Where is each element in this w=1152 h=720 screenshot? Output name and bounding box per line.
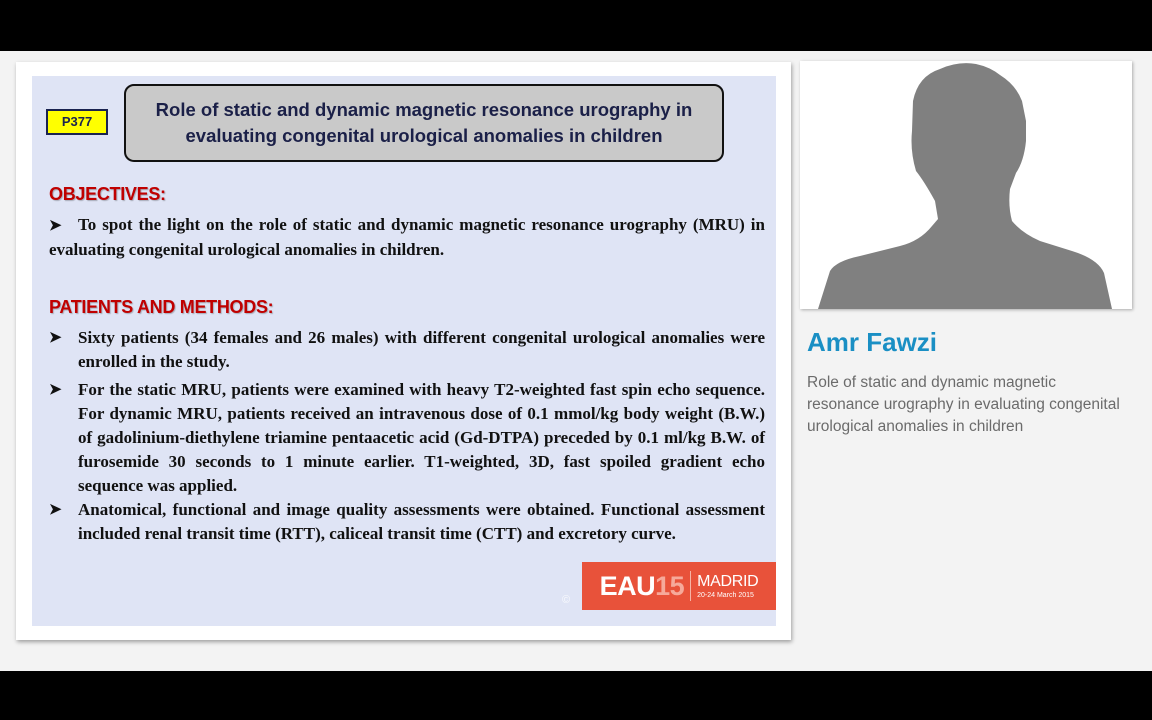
logo-brand: EAU15 xyxy=(599,570,685,601)
objective-bullet: ➤ To spot the light on the role of static and dynamic magnetic resonance urography (MRU) in evaluating congenital urological anomalies in children. xyxy=(49,215,765,259)
eau15-logo xyxy=(582,562,776,610)
poster-id-badge: P377 xyxy=(46,109,108,135)
speaker-photo xyxy=(800,61,1132,309)
patients-methods-heading: PATIENTS AND METHODS: xyxy=(49,297,274,317)
logo-dates: 20-24 March 2015 xyxy=(697,591,754,599)
speaker-name: Amr Fawzi xyxy=(807,327,938,357)
video-stage xyxy=(0,51,1152,671)
copyright-mark: © xyxy=(562,594,571,606)
logo-divider xyxy=(690,571,691,601)
methods-bullet-3: ➤ Anatomical, functional and image quality assessments were obtained. Functional assessment included renal transit time (RTT), caliceal transit time (CTT) and excretory curve. xyxy=(49,500,765,543)
person-silhouette-icon xyxy=(800,61,1132,309)
methods-bullet-2: ➤ For the static MRU, patients were examined with heavy T2-weighted fast spin echo sequence. For dynamic MRU, patients received an intravenous dose of 0.1 mmol/kg body weight (B.W.) of gadolinium-diethylene triamine pentaacetic acid (Gd-DTPA) preceded by 0.1 ml/kg B.W. of furosemide 30 seconds to 1 minute earlier. T1-weighted, 3D, fast spoiled gradient echo sequence was applied. xyxy=(49,380,765,495)
slide-title: Role of static and dynamic magnetic resonance urography in evaluating congenital urological anomalies in children xyxy=(155,99,693,146)
arrowhead-bullet-icon: ➤ xyxy=(49,502,62,518)
logo-city: MADRID xyxy=(697,572,759,590)
methods-bullet-1: ➤ Sixty patients (34 females and 26 males) with different congenital urological anomalies were enrolled in the study. xyxy=(49,328,765,371)
slide-card xyxy=(16,62,791,640)
arrowhead-bullet-icon: ➤ xyxy=(49,382,62,398)
objectives-heading: OBJECTIVES: xyxy=(49,184,166,204)
poster-slide xyxy=(32,76,776,626)
arrowhead-bullet-icon: ➤ xyxy=(49,330,62,346)
arrowhead-bullet-icon: ➤ xyxy=(49,218,62,234)
talk-title: Role of static and dynamic magnetic resonance urography in evaluating congenital urological anomalies in children xyxy=(807,374,1120,435)
slide-title-box xyxy=(124,84,724,162)
